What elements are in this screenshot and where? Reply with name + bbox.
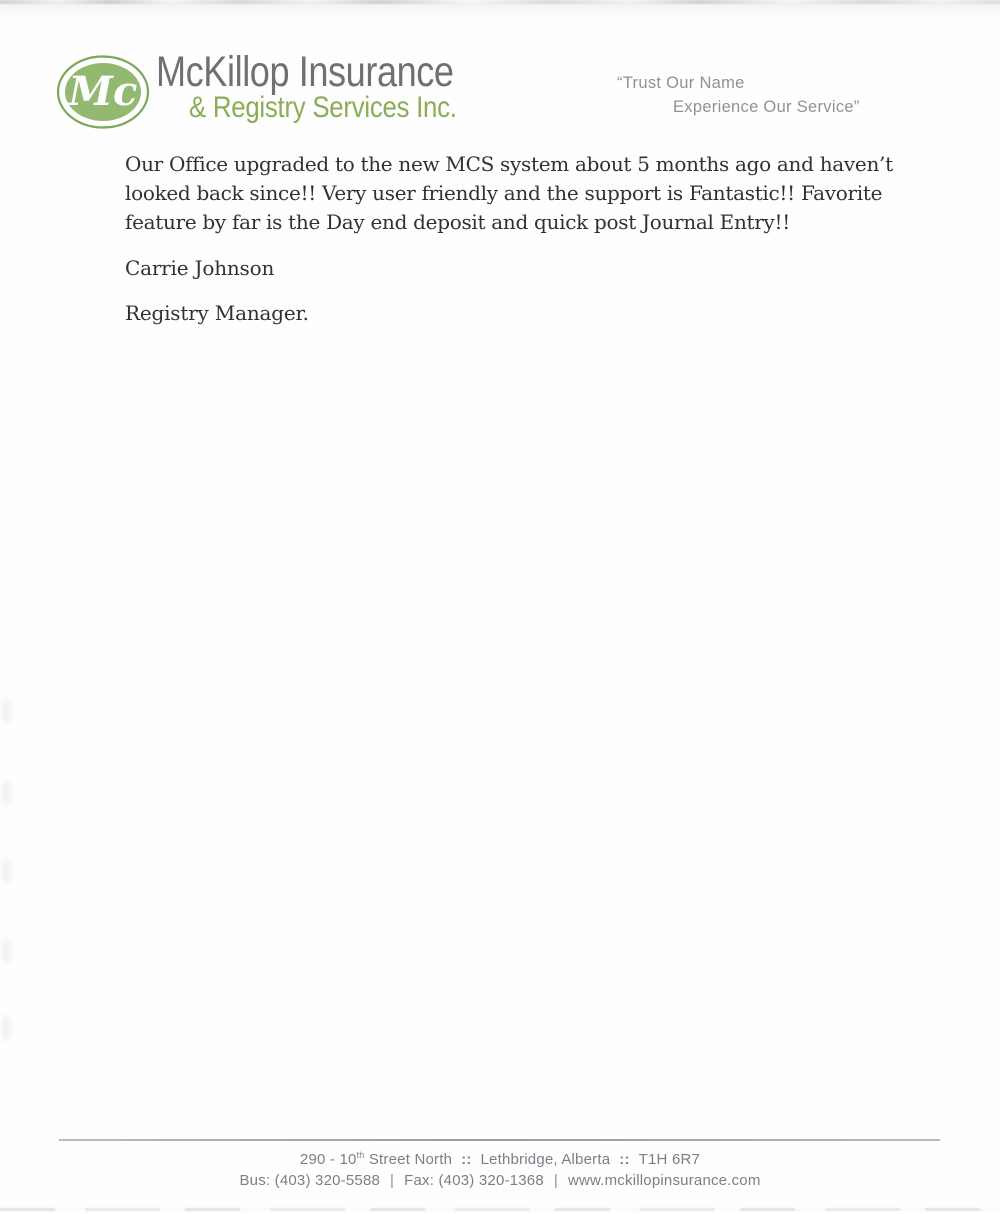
company-name: McKillop Insurance	[156, 48, 454, 96]
website-url: www.mckillopinsurance.com	[567, 1172, 761, 1189]
tagline-line2: Experience Our Service”	[673, 98, 860, 116]
fax-number: Fax: (403) 320-1368	[404, 1172, 544, 1189]
company-subtitle: & Registry Services Inc.	[189, 91, 457, 124]
city-region: Lethbridge, Alberta	[480, 1151, 611, 1168]
footer-pipe-separator: |	[553, 1172, 558, 1189]
footer-address-line	[0, 1149, 1000, 1170]
scan-artifact-bottom-streak	[0, 1208, 1000, 1211]
paragraph-line: Our Office upgraded to the new MCS system about 5 months ago and haven’t	[125, 152, 893, 176]
company-name-block	[156, 50, 486, 124]
footer	[0, 1149, 1000, 1191]
logo-monogram-text: Mc	[68, 68, 138, 115]
signature-title: Registry Manager.	[125, 301, 309, 325]
street-address: 290 - 10	[299, 1151, 357, 1168]
street-address-rest: Street North	[364, 1151, 453, 1168]
tagline-line1: “Trust Our Name	[617, 74, 745, 92]
scan-artifact-left-smudge	[1, 938, 12, 964]
testimonial-paragraph	[125, 150, 915, 237]
company-tagline	[617, 71, 860, 119]
scan-artifact-left-smudge	[1, 858, 12, 884]
paragraph-line: feature by far is the Day end deposit and quick post Journal Entry!!	[125, 210, 791, 234]
ordinal-superscript: th	[356, 1150, 365, 1160]
paragraph-line: looked back since!! Very user friendly and the support is Fantastic!! Favorite	[125, 181, 883, 205]
scan-artifact-left-smudge	[1, 780, 12, 806]
logo-oval-monogram-icon	[56, 54, 150, 130]
scan-artifact-left-smudge	[1, 1015, 12, 1041]
company-logo	[56, 54, 150, 130]
footer-pipe-separator: |	[390, 1172, 395, 1189]
scan-artifact-top-wash	[0, 3, 1000, 19]
footer-divider-rule	[59, 1139, 940, 1141]
postal-code: T1H 6R7	[638, 1151, 701, 1168]
footer-contact-line	[0, 1170, 1000, 1191]
scan-artifact-left-smudge	[1, 698, 12, 724]
letter-body	[125, 150, 915, 328]
signature-name: Carrie Johnson	[125, 256, 275, 280]
footer-separator: ::	[619, 1151, 630, 1168]
business-phone: Bus: (403) 320-5588	[239, 1172, 381, 1189]
footer-separator: ::	[461, 1151, 472, 1168]
